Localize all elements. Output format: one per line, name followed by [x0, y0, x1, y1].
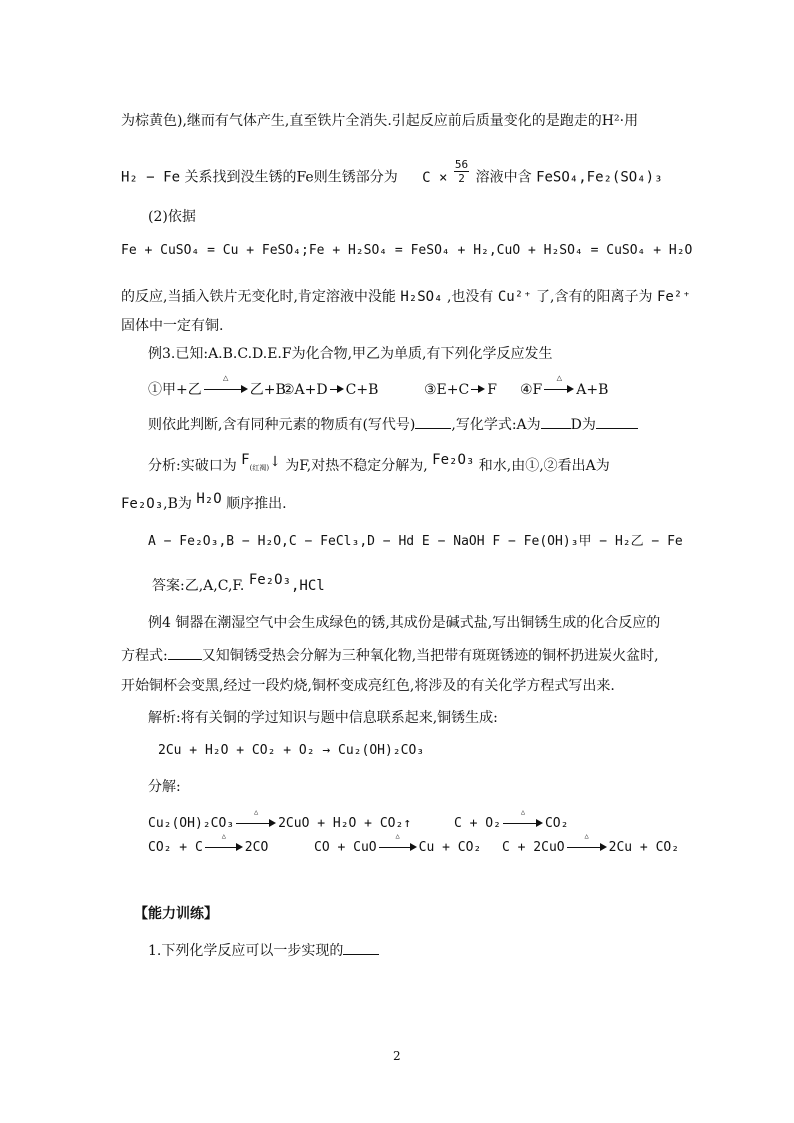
text-5a: 的反应,当插入铁片无变化时,肯定溶液中没能	[121, 289, 396, 305]
equation-co2-c-right: 2CO	[244, 840, 269, 855]
arrow-heat-icon	[503, 807, 543, 828]
example-3-heading: 例3.已知:A.B.C.D.E.F为化合物,甲乙为单质,有下列化学反应发生	[148, 346, 553, 362]
text-10f: 和水,由①,②看出A为	[478, 458, 610, 474]
reaction-4-left: ④F	[520, 382, 543, 398]
formula-h2so4: H₂SO₄	[400, 289, 443, 305]
formula-h2-fe: H₂ − Fe	[121, 169, 181, 186]
example-4-heading: 例4 铜器在潮湿空气中会生成绿色的锈,其成份是碱式盐,写出铜锈生成的化合反应的	[148, 615, 661, 631]
down-arrow-icon: ↓	[269, 454, 281, 470]
section-heading	[134, 904, 218, 924]
formula-hcl: ,HCl	[290, 578, 325, 594]
text-2b: 关系找到没生锈的Fe则生锈部分为	[184, 169, 398, 186]
text-10d: 为F,对热不稳定分解为,	[285, 458, 428, 474]
paragraph-line-19	[148, 777, 181, 797]
paragraph-line-15	[121, 645, 659, 666]
reaction-3	[424, 380, 497, 400]
equation-c-cuo-left: C + 2CuO	[502, 840, 565, 855]
paragraph-line-5	[121, 287, 691, 307]
arrow-icon	[330, 382, 344, 394]
delta-label: △	[253, 807, 259, 816]
text-17: 解析:将有关铜的学过知识与题中信息联系起来,铜锈生成:	[148, 710, 498, 726]
equation-co2-c-left: CO₂ + C	[148, 840, 203, 855]
reaction-2	[282, 380, 378, 400]
text-19: 分解:	[148, 779, 181, 795]
equation-carbon-burn-left: C + O₂	[454, 816, 501, 831]
text-11b: ,B为	[163, 496, 192, 512]
text-11d: 顺序推出.	[226, 496, 287, 512]
formula-f: F	[241, 452, 250, 468]
answer-blank-d[interactable]	[596, 414, 638, 429]
reaction-1	[148, 374, 286, 400]
text-5e: 了,含有的阳离子为	[536, 289, 653, 305]
arrow-heat-icon	[205, 831, 243, 852]
arrow-heat-icon	[567, 831, 607, 852]
answer-blank-equation[interactable]	[168, 645, 202, 660]
equation-line-4	[121, 241, 692, 261]
equation-co-cuo-left: CO + CuO	[314, 840, 377, 855]
answer-blank-1[interactable]	[415, 414, 451, 429]
equation-co-cuo	[314, 831, 482, 858]
delta-label: △	[395, 831, 400, 840]
equation-line-18	[158, 741, 424, 761]
paragraph-line-7	[148, 344, 553, 364]
page-number	[393, 1046, 401, 1066]
reaction-3-right: F	[487, 382, 497, 398]
formula-fe2plus: Fe²⁺	[656, 289, 691, 305]
reaction-2-left: ②A+D	[282, 382, 328, 398]
paragraph-line-11	[121, 491, 287, 514]
formula-fe2o3-a: Fe₂O₃	[432, 452, 475, 468]
section-title: 【能力训练】	[134, 906, 218, 922]
text-15a: 方程式:	[121, 648, 168, 664]
arrow-heat-icon	[379, 831, 417, 852]
paragraph-line-10	[148, 452, 610, 478]
fraction-56-over-2	[454, 158, 469, 185]
text-16: 开始铜杯会变黑,经过一段灼烧,铜杯变成亮红色,将涉及的有关化学方程式写出来.	[121, 678, 615, 694]
paragraph-line-1	[121, 111, 638, 131]
fraction-numerator: 56	[454, 158, 469, 171]
question-1-line	[148, 940, 379, 961]
formula-h2o: H₂O	[196, 491, 222, 507]
formula-c-times: C ×	[422, 169, 448, 186]
equation-line-12	[148, 532, 683, 552]
paragraph-line-17	[148, 708, 498, 728]
paragraph-line-3	[148, 207, 196, 227]
formula-feso4-fe2so43: FeSO₄,Fe₂(SO₄)₃	[536, 169, 663, 186]
text-15b: 又知铜锈受热会分解为三种氧化物,当把带有斑斑锈迹的铜杯扔进炭火盆时,	[201, 648, 659, 664]
answer-label: 答案:乙,A,C,F.	[152, 578, 245, 594]
paragraph-line-14	[148, 613, 660, 633]
reaction-2-right: C+B	[345, 382, 379, 398]
equation-decompose	[148, 807, 412, 834]
delta-label: △	[221, 831, 226, 840]
equation-carbon-burn	[454, 807, 569, 834]
paragraph-line-13	[152, 572, 325, 596]
equation-c-cuo	[502, 831, 680, 858]
arrow-heat-icon	[544, 374, 574, 394]
equation-carbon-burn-right: CO₂	[544, 816, 569, 831]
delta-label: △	[556, 374, 562, 382]
reaction-1-right: 乙+B	[249, 382, 286, 398]
substance-list: A − Fe₂O₃,B − H₂O,C − FeCl₃,D − Hd E − NaOH F − Fe(OH)₃甲 − H₂乙 − Fe	[148, 534, 683, 549]
answer-blank-q1[interactable]	[343, 940, 379, 955]
formula-cu2plus: Cu²⁺	[497, 289, 532, 305]
rust-formation-equation: 2Cu + H₂O + CO₂ + O₂ → Cu₂(OH)₂CO₃	[158, 743, 425, 758]
delta-label: △	[520, 807, 526, 816]
paragraph-line-16	[121, 676, 615, 696]
text-9c: D为	[570, 417, 596, 433]
question-1: 1.下列化学反应可以一步实现的	[148, 943, 344, 959]
reaction-4	[520, 374, 609, 400]
delta-label: △	[223, 374, 229, 382]
equation-decompose-right: 2CuO + H₂O + CO₂↑	[278, 816, 412, 831]
paragraph-line-6	[121, 316, 223, 336]
text-9a: 则依此判断,含有同种元素的物质有(写代号)	[148, 417, 416, 433]
text-1: 为棕黄色),继而有气体产生,直至铁片全消失.引起反应前后质量变化的是跑走的H²·用	[121, 113, 639, 129]
text-5c: ,也没有	[446, 289, 494, 305]
text-2d: 溶液中含	[475, 169, 532, 186]
formula-fe2o3-c: Fe₂O₃	[248, 572, 291, 588]
arrow-heat-icon	[204, 374, 248, 394]
formula-fe2o3-b: Fe₂O₃	[121, 496, 164, 512]
paragraph-line-2	[121, 158, 663, 191]
equation-co-cuo-right: Cu + CO₂	[418, 840, 482, 855]
page-number-text: 2	[393, 1049, 401, 1063]
paragraph-line-9	[148, 414, 638, 435]
text-10a: 分析:实破口为	[148, 458, 237, 474]
equation-4: Fe + CuSO₄ = Cu + FeSO₄;Fe + H₂SO₄ = FeSO₄ + H₂,CuO + H₂SO₄ = CuSO₄ + H₂O	[121, 243, 693, 258]
equation-c-cuo-right: 2Cu + CO₂	[608, 840, 680, 855]
text-3: (2)依据	[148, 209, 196, 225]
answer-blank-a[interactable]	[541, 414, 571, 429]
arrow-heat-icon	[236, 807, 276, 828]
fraction-denominator: 2	[458, 172, 465, 185]
delta-label: △	[584, 831, 589, 840]
formula-f-subscript: (红褐)	[249, 464, 270, 472]
text-6: 固体中一定有铜.	[121, 318, 224, 334]
text-9b: ,写化学式:A为	[451, 417, 541, 433]
equation-decompose-left: Cu₂(OH)₂CO₃	[148, 816, 235, 831]
arrow-icon	[471, 382, 485, 394]
equation-co2-c	[148, 831, 269, 858]
reaction-3-left: ③E+C	[424, 382, 470, 398]
reaction-1-left: ①甲+乙	[148, 382, 202, 398]
reaction-4-right: A+B	[576, 382, 609, 398]
